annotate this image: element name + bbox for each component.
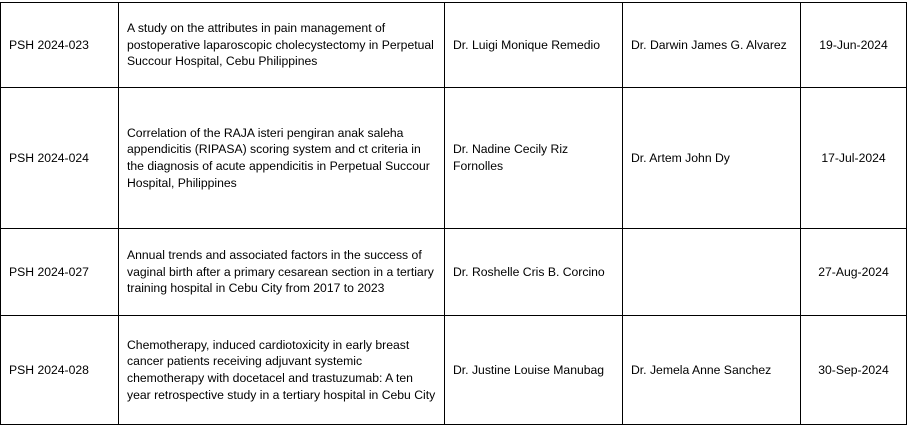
author-cell: Dr. Roshelle Cris B. Corcino bbox=[445, 229, 623, 316]
adviser-cell: Dr. Jemela Anne Sanchez bbox=[623, 316, 801, 425]
research-code-cell: PSH 2024-023 bbox=[1, 3, 119, 88]
table-row bbox=[1, 229, 907, 316]
date-cell: 27-Aug-2024 bbox=[801, 229, 907, 316]
table-row bbox=[1, 3, 907, 88]
research-code-cell: PSH 2024-028 bbox=[1, 316, 119, 425]
author-cell: Dr. Justine Louise Manubag bbox=[445, 316, 623, 425]
research-table bbox=[0, 2, 907, 425]
research-title-cell: A study on the attributes in pain management of postoperative laparoscopic cholecystectomy in Perpetual Succour Hospital, Cebu Philippines bbox=[119, 3, 445, 88]
date-cell: 30-Sep-2024 bbox=[801, 316, 907, 425]
research-title-cell: Chemotherapy, induced cardiotoxicity in early breast cancer patients receiving adjuvant systemic chemotherapy with docetacel and trastuzumab: A ten year retrospective study in a tertiary hospital in Cebu City bbox=[119, 316, 445, 425]
research-code-cell: PSH 2024-027 bbox=[1, 229, 119, 316]
research-title-cell: Annual trends and associated factors in the success of vaginal birth after a primary cesarean section in a tertiary training hospital in Cebu City from 2017 to 2023 bbox=[119, 229, 445, 316]
research-title-cell: Correlation of the RAJA isteri pengiran anak saleha appendicitis (RIPASA) scoring system and ct criteria in the diagnosis of acute appendicitis in Perpetual Succour Hospital, Philippines bbox=[119, 88, 445, 229]
date-cell: 19-Jun-2024 bbox=[801, 3, 907, 88]
date-cell: 17-Jul-2024 bbox=[801, 88, 907, 229]
research-code-cell: PSH 2024-024 bbox=[1, 88, 119, 229]
adviser-cell bbox=[623, 229, 801, 316]
table-row bbox=[1, 316, 907, 425]
author-cell: Dr. Nadine Cecily Riz Fornolles bbox=[445, 88, 623, 229]
adviser-cell: Dr. Artem John Dy bbox=[623, 88, 801, 229]
adviser-cell: Dr. Darwin James G. Alvarez bbox=[623, 3, 801, 88]
author-cell: Dr. Luigi Monique Remedio bbox=[445, 3, 623, 88]
table-row bbox=[1, 88, 907, 229]
